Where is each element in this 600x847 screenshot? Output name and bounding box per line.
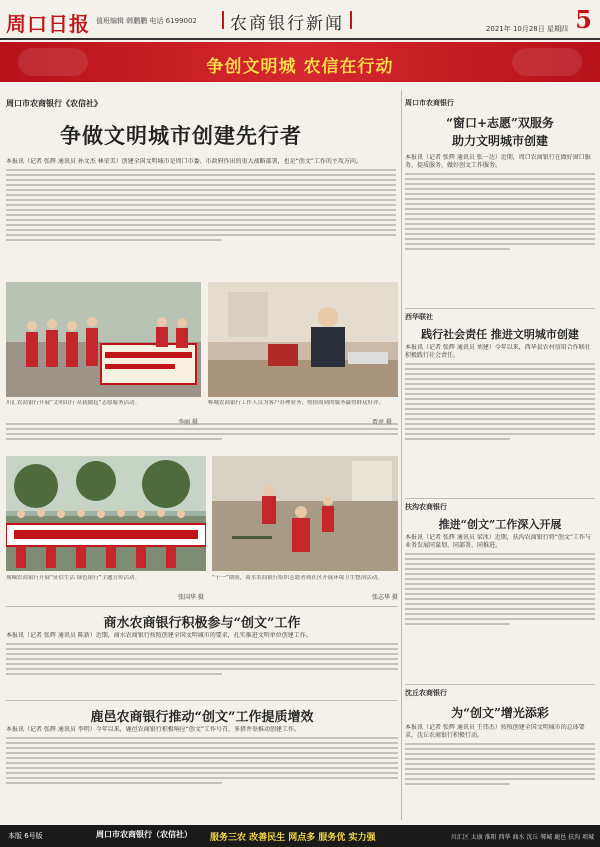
- footer-bank-logo: 周口市农商银行（农信社）: [96, 830, 192, 839]
- photo-bank-counter-art: [208, 282, 398, 397]
- banner-slogan: 争创文明城 农信在行动: [206, 57, 394, 77]
- divider: [6, 606, 398, 607]
- article2-body: [6, 632, 398, 694]
- lead-article-body: [6, 158, 396, 276]
- photo-street-cleaning: [212, 456, 398, 571]
- divider: [405, 308, 595, 309]
- photo-group-banner-art: [6, 456, 206, 571]
- divider: [405, 498, 595, 499]
- footer-branches: 川汇区 太康 淮阳 西华 商水 沈丘 郸城 鹿邑 扶沟 项城: [450, 834, 594, 841]
- side4-body: [405, 724, 595, 820]
- section-title: 农商银行新闻: [230, 9, 344, 34]
- photo4-credit: 张志华 摄: [372, 594, 398, 601]
- footer-bar: [0, 825, 600, 847]
- photo-group-banner: [6, 456, 206, 571]
- side3-title: 推进“创文”工作深入开展: [438, 518, 562, 531]
- photo-bank-counter: [208, 282, 398, 397]
- lead-article-first-line: 本报讯（记者 张辉 通讯员 孙文杰 林荣美）创建全国文明城市是周口市委、市政府作出的重大战略部署，也是“创文”工作的主攻方向。: [6, 158, 362, 165]
- lead-kicker: 周口市农商银行《农信社》: [6, 99, 102, 108]
- article3-body: [6, 726, 398, 820]
- side3-first-line: 本报讯（记者 张辉 通讯员 梁冰）近期，扶沟农商银行将“创文”工作与业务发展同谋划、同部署、同推进。: [405, 534, 591, 549]
- divider: [6, 700, 398, 701]
- side1-title-line2: 助力文明城市创建: [451, 134, 548, 148]
- side1-first-line: 本报讯（记者 张辉 通讯员 张一达）近期，周口农商银行在做好窗口服务、提质服务，做好创文工作服务。: [405, 154, 591, 169]
- side1-title-line1: “窗口+志愿”双服务: [446, 116, 554, 130]
- photo3-caption: 项城农商银行开展“征信生活 绿色银行”主题宣传活动。: [6, 575, 140, 581]
- issue-date: 2021年 10月28日 星期四: [485, 25, 568, 33]
- side3-kicker: 扶沟农商银行: [405, 503, 447, 511]
- photo-volunteers-banner: [6, 282, 201, 397]
- photo1-caption: 川汇农商银行开展“文明出行 从我做起”志愿服务活动。: [6, 400, 140, 406]
- side2-body: [405, 344, 595, 494]
- footer-edition: 本版 6号版: [8, 832, 43, 840]
- article2-first-line: 本报讯（记者 张辉 通讯员 陈新）近期，商水农商银行按照创建全国文明城市的要求，扎实推进文明单位创建工作。: [6, 632, 312, 639]
- photo-volunteers-banner-art: [6, 282, 201, 397]
- article3-title: 鹿邑农商银行推动“创文”工作提质增效: [90, 710, 314, 725]
- slogan-banner: [0, 42, 600, 82]
- lead-article-body-cont: [6, 420, 398, 450]
- side4-first-line: 本报讯（记者 张辉 通讯员 王伟杰）按照创建全国文明城市的总体要求，沈丘农商银行积极行动。: [405, 724, 585, 739]
- article3-first-line: 本报讯（记者 张辉 通讯员 李明）今年以来，鹿邑农商银行积极响应“创文”工作号召，多措并举推动创建工作。: [6, 726, 300, 733]
- footer-slogan: 服务三农 改善民生 网点多 服务优 实力强: [210, 833, 376, 843]
- side4-title: 为“创文”增光添彩: [451, 706, 549, 720]
- photo2-caption: 郸城农商银行工作人员为客户办理业务，热情周到的服务赢得群众好评。: [208, 400, 385, 406]
- side3-body: [405, 534, 595, 680]
- divider: [405, 684, 595, 685]
- newspaper-logo: 周口日报: [6, 12, 90, 36]
- photo3-credit: 张国华 摄: [178, 594, 204, 601]
- side2-kicker: 西华联社: [405, 313, 433, 321]
- side2-title: 践行社会责任 推进文明城市创建: [421, 328, 579, 341]
- editor-info: 值班编辑 韩鹏鹏 电话 6199002: [96, 17, 197, 25]
- page-number: 5: [575, 5, 592, 34]
- column-separator: [401, 90, 402, 820]
- lead-article-title: 争做文明城市创建先行者: [60, 123, 302, 148]
- side4-kicker: 沈丘农商银行: [405, 689, 447, 697]
- photo-street-cleaning-art: [212, 456, 398, 571]
- photo4-caption: “十一”期间，商水农商银行组织志愿者到社区开展环境卫生整治活动。: [212, 575, 383, 581]
- side2-first-line: 本报讯（记者 张辉 通讯员 刘建）今年以来，西华县农村信用合作联社积极践行社会责任。: [405, 344, 591, 359]
- article2-title: 商水农商银行积极参与“创文”工作: [103, 616, 301, 631]
- side1-body: [405, 154, 595, 304]
- masthead: [0, 0, 600, 40]
- side1-kicker: 周口市农商银行: [405, 99, 454, 107]
